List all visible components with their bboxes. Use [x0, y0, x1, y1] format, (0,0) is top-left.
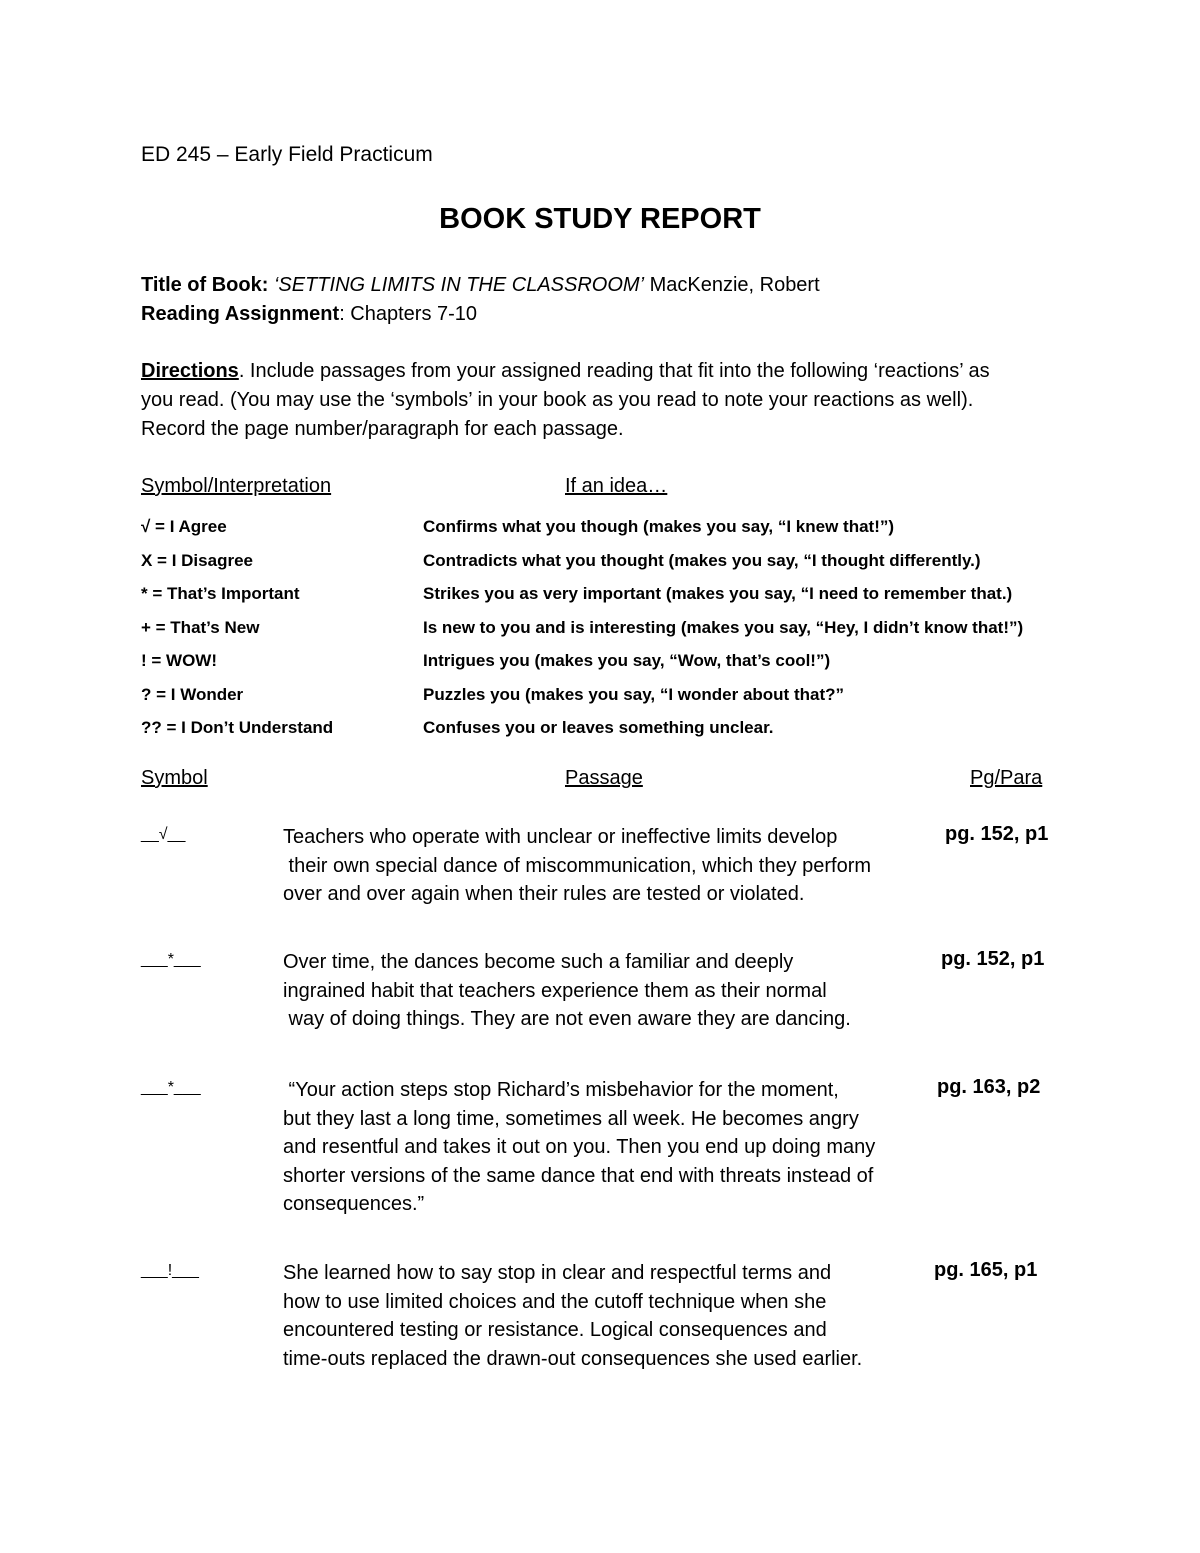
passage-line: how to use limited choices and the cutoff technique when she: [283, 1290, 827, 1313]
passage-line: way of doing things. They are not even aware they are dancing.: [283, 1008, 851, 1030]
legend-symbol: ?? = I Don’t Understand: [141, 718, 334, 737]
legend-symbol: ! = WOW!: [141, 651, 218, 670]
reading-assignment-line: [141, 303, 477, 326]
legend-description: Confuses you or leaves something unclear.: [423, 718, 774, 737]
legend-header-symbol: Symbol/Interpretation: [141, 475, 332, 497]
passage-line: time-outs replaced the drawn-out consequences she used earlier.: [283, 1347, 863, 1370]
entry-page-reference: pg. 152, p1: [941, 948, 1045, 970]
course-title: ED 245 – Early Field Practicum: [141, 143, 433, 166]
legend-symbol: √ = I Agree: [141, 517, 227, 536]
legend-description: Confirms what you though (makes you say, “I knew that!”): [423, 517, 895, 536]
book-title-label: Title of Book:: [141, 274, 269, 296]
entry-symbol: ___*___: [141, 1079, 201, 1096]
legend-description: Puzzles you (makes you say, “I wonder about that?”: [423, 685, 844, 704]
entry-symbol: ___!___: [141, 1262, 199, 1279]
entry-symbol: ___*___: [141, 951, 201, 968]
entry-page-reference: pg. 163, p2: [937, 1076, 1041, 1098]
legend-header-idea: If an idea…: [565, 475, 668, 497]
entry-passage: [283, 1259, 933, 1373]
passage-line: She learned how to say stop in clear and respectful terms and: [283, 1262, 832, 1284]
legend-symbol: X = I Disagree: [141, 551, 253, 570]
legend-description: Intrigues you (makes you say, “Wow, that’s cool!”): [423, 651, 831, 670]
report-title: BOOK STUDY REPORT: [439, 203, 761, 235]
entry-passage: [283, 948, 933, 1034]
directions-line-1: [141, 360, 990, 383]
reading-assignment-label: Reading Assignment: [141, 303, 340, 325]
entry-passage: [283, 1076, 933, 1219]
legend-symbol: + = That’s New: [141, 618, 260, 637]
passage-line: but they last a long time, sometimes all week. He becomes angry: [283, 1107, 859, 1130]
passage-line: their own special dance of miscommunication, which they perform: [283, 854, 872, 877]
passage-line: shorter versions of the same dance that end with threats instead of: [283, 1164, 874, 1187]
entry-symbol: __√__: [141, 826, 186, 843]
passage-line: Teachers who operate with unclear or ineffective limits develop: [283, 826, 838, 848]
table-header-page: Pg/Para: [970, 767, 1043, 789]
legend-symbol: ? = I Wonder: [141, 685, 244, 704]
book-author: MacKenzie, Robert: [644, 274, 820, 296]
book-title: ‘SETTING LIMITS IN THE CLASSROOM’: [273, 274, 645, 296]
table-header-passage: Passage: [565, 767, 643, 789]
entry-page-reference: pg. 165, p1: [934, 1259, 1038, 1281]
legend-description: Is new to you and is interesting (makes you say, “Hey, I didn’t know that!”): [423, 618, 1024, 637]
legend-description: Strikes you as very important (makes you say, “I need to remember that.): [423, 584, 1013, 603]
directions-label: Directions: [141, 360, 239, 382]
table-header-symbol: Symbol: [141, 767, 208, 789]
passage-line: ingrained habit that teachers experience them as their normal: [283, 979, 827, 1002]
passage-line: Over time, the dances become such a familiar and deeply: [283, 951, 794, 973]
passage-line: and resentful and takes it out on you. Then you end up doing many: [283, 1136, 876, 1158]
reading-assignment-value: : Chapters 7-10: [339, 303, 478, 325]
passage-line: over and over again when their rules are tested or violated.: [283, 883, 805, 905]
entry-passage: [283, 823, 933, 909]
passage-line: consequences.”: [283, 1193, 425, 1215]
directions-line-3: Record the page number/paragraph for each passage.: [141, 418, 624, 440]
legend-description: Contradicts what you thought (makes you say, “I thought differently.): [423, 551, 981, 570]
book-title-line: [141, 274, 820, 297]
passage-line: “Your action steps stop Richard’s misbehavior for the moment,: [283, 1079, 839, 1101]
entry-page-reference: pg. 152, p1: [945, 823, 1049, 845]
legend-symbol: * = That’s Important: [141, 584, 300, 603]
passage-line: encountered testing or resistance. Logical consequences and: [283, 1319, 827, 1341]
directions-text-1: . Include passages from your assigned reading that fit into the following ‘reactions’ as: [238, 360, 990, 382]
directions-line-2: you read. (You may use the ‘symbols’ in your book as you read to note your reactions as well).: [141, 389, 974, 411]
